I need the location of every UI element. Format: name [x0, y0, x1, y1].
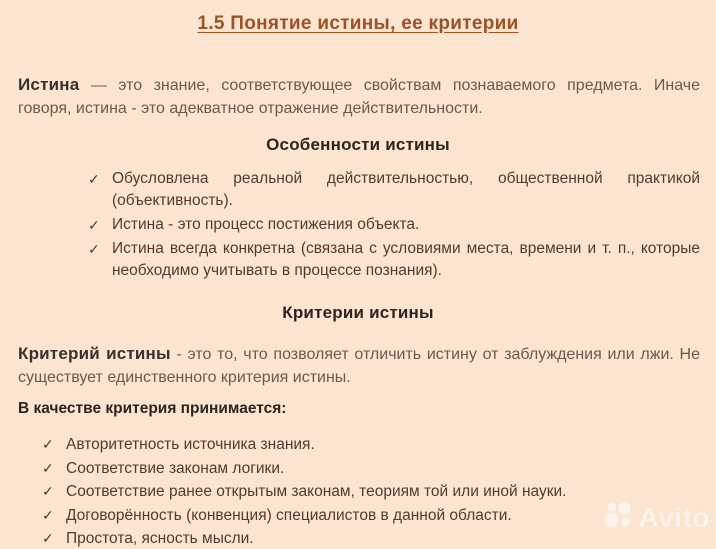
check-icon: ✓	[42, 530, 54, 546]
definition-text: — это знание, соответствующее свойствам познаваемого предмета. Иначе говоря, истина - это адекватное отражение действительности.	[18, 77, 701, 117]
check-icon: ✓	[42, 459, 54, 476]
list-item-text: Договорённость (конвенция) специалистов в данной области.	[66, 506, 512, 524]
page-title: 1.5 Понятие истины, ее критерии	[197, 13, 519, 34]
title-bar	[0, 0, 716, 35]
definition-paragraph	[18, 73, 700, 120]
criteria-heading: Критерии истины	[282, 303, 434, 322]
check-icon: ✓	[88, 241, 100, 257]
list-item	[88, 214, 700, 236]
check-icon: ✓	[42, 483, 54, 499]
list-item-text: Соответствие законам логики.	[66, 459, 285, 477]
definition-term: Истина	[18, 75, 80, 94]
list-item-text: Простота, ясность мысли.	[66, 530, 254, 547]
check-icon: ✓	[88, 171, 100, 187]
features-list	[88, 168, 700, 282]
watermark-label: Avito	[638, 501, 710, 533]
list-item-text: Соответствие ранее открытым законам, теориям той или иной науки.	[66, 483, 567, 500]
list-item-text: Обусловлена реальной действительностью, общественной практикой (объективность).	[112, 170, 700, 209]
list-item	[42, 434, 700, 455]
criteria-list	[42, 434, 700, 549]
features-heading: Особенности истины	[266, 135, 450, 154]
check-icon: ✓	[42, 436, 54, 452]
criteria-intro: В качестве критерия принимается:	[18, 400, 287, 417]
list-item-text: Истина - это процесс постижения объекта.	[112, 216, 420, 233]
list-item	[42, 458, 700, 479]
list-item	[42, 481, 700, 502]
list-item	[42, 528, 700, 549]
list-item	[88, 168, 700, 212]
list-item	[88, 238, 700, 282]
criteria-term: Критерий истины	[18, 344, 171, 363]
list-item	[42, 505, 700, 526]
list-item-text: Авторитетность источника знания.	[66, 436, 315, 453]
criteria-text: - это то, что позволяет отличить истину от заблуждения или лжи. Не существует единственного критерия истины.	[18, 346, 701, 386]
criteria-paragraph	[18, 342, 700, 389]
check-icon: ✓	[42, 506, 54, 523]
list-item-text: Истина всегда конкретна (связана с условиями места, времени и т. п., которые необходимо учитывать в процессе познания).	[112, 240, 700, 279]
check-icon: ✓	[88, 217, 100, 233]
